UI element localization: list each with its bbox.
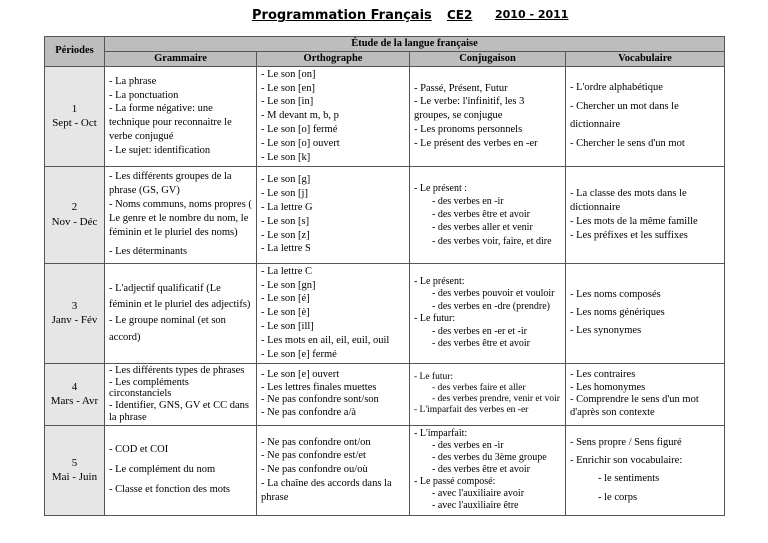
list-item: - Chercher le sens d'un mot [570,137,685,149]
list-item: - La ponctuation [109,89,179,101]
list-item: - Le son [on] [261,68,316,80]
period-number: 4 [71,380,78,393]
list-item: - Passé, Présent, Futur [414,82,508,94]
period-months: Mai - Juin [51,471,98,484]
period-cell [45,263,105,363]
list-item: - Enrichir son vocabulaire: [570,454,683,466]
list-item: - Les pronoms personnels [414,124,523,136]
list-item: - La chaîne des accords dans la phrase [261,478,392,504]
table-row [45,166,725,263]
school-year: 2010 - 2011 [495,8,569,21]
grammaire-cell [105,425,257,515]
period-cell [45,363,105,425]
period-number: 3 [71,299,78,312]
list-item: - La forme négative: une technique pour reconnaitre le verbe conjugué [109,103,232,143]
conjugaison-cell [410,166,566,263]
list-item: - Le passé composé: [414,476,496,488]
period-months: Nov - Déc [51,215,98,228]
list-item: - M devant m, b, p [261,110,339,122]
period-number: 2 [71,201,78,214]
list-item: - Ne pas confondre ou/où [261,464,368,476]
list-item: - Les mots en ail, eil, euil, ouil [261,335,390,347]
list-item: - des verbes voir, faire, et dire [432,235,552,247]
grammaire-cell [105,166,257,263]
list-item: - Le son [in] [261,96,314,108]
list-item: - La classe des mots dans le dictionnaire [570,188,687,213]
conjugaison-cell [410,425,566,515]
list-item: - des verbes faire et aller [432,383,526,394]
grammaire-cell [105,66,257,166]
list-item: - Le futur: [414,313,456,325]
period-months: Janv - Fév [51,314,98,327]
list-item: - Le son [g] [261,174,311,186]
list-item: - Le son [z] [261,229,310,241]
col-header-vocabulaire: Vocabulaire [566,51,725,66]
list-item: - des verbes en -ir [432,195,504,207]
list-item: - Le son [j] [261,188,308,200]
list-item: - Le son [e] ouvert [261,369,340,381]
col-header-grammaire: Grammaire [105,51,257,66]
list-item: - des verbes être et avoir [432,209,531,221]
vocabulaire-cell [566,66,725,166]
list-item: - Le présent : [414,182,468,194]
list-item: - des verbes être et avoir [432,464,531,476]
list-item: - Les homonymes [570,381,646,393]
grammaire-cell [105,263,257,363]
list-item: - Noms communs, noms propres ( Le genre et le nombre du nom, le féminin et le pluriel des noms) [109,198,252,238]
list-item: - Le verbe: l'infinitif, les 3 groupes, se conjugue [414,96,525,122]
list-item: - des verbes en -ir [432,440,504,452]
list-item: - Les lettres finales muettes [261,381,377,393]
list-item: - Les contraires [570,369,636,381]
grammaire-cell [105,363,257,425]
conjugaison-cell [410,363,566,425]
periods-header: Périodes [45,37,105,67]
list-item: - Le son [o] fermé [261,124,338,136]
list-item: - Comprendre le sens d'un mot d'après son contexte [570,394,699,418]
document-header [0,8,768,30]
vocabulaire-cell [566,263,725,363]
list-item: - Les différents types de phrases [109,365,245,377]
programme-table [44,36,725,516]
list-item: - Les mots de la même famille [570,215,698,227]
list-item: - Le son [en] [261,82,315,94]
list-item: - La lettre S [261,243,311,255]
list-item: - Les compléments circonstanciels [109,376,189,400]
period-months: Sept - Oct [52,117,97,130]
list-item: - L'adjectif qualificatif (Le féminin et le pluriel des adjectifs) [109,282,251,310]
list-item: - Les déterminants [109,246,188,258]
list-item: - Les différents groupes de la phrase (GS, GV) [109,171,232,197]
list-item: - Ne pas confondre sont/son [261,394,379,406]
list-item: - La phrase [109,75,157,87]
list-item: - Le sujet: identification [109,144,211,156]
list-item: - Le groupe nominal (et son accord) [109,315,226,343]
list-item: - Le son [o] ouvert [261,138,340,150]
list-item: - le sentiments [598,473,660,485]
list-item: - des verbes en -dre (prendre) [432,300,550,312]
list-item: - des verbes pouvoir et vouloir [432,288,555,300]
list-item: - Le futur: [414,372,454,383]
list-item: - L'imparfait: [414,428,468,440]
list-item: - Le son [gn] [261,279,316,291]
list-item: - Chercher un mot dans le dictionnaire [570,100,679,131]
orthographe-cell [257,425,410,515]
list-item: - Identifier, GNS, GV et CC dans la phrase [109,400,249,423]
list-item: - des verbes prendre, venir et voir [432,394,560,405]
list-item: - Classe et fonction des mots [109,484,231,496]
col-header-orthographe: Orthographe [257,51,410,66]
list-item: - Ne pas confondre ont/on [261,436,371,448]
list-item: - La lettre C [261,265,313,277]
list-item: - L'ordre alphabétique [570,82,663,94]
list-item: - Les préfixes et les suffixes [570,229,688,241]
list-item: - Le complément du nom [109,464,216,476]
period-cell [45,66,105,166]
period-months: Mars - Avr [50,395,99,408]
list-item: - Sens propre / Sens figuré [570,436,682,448]
list-item: - Le son [è] [261,307,310,319]
list-item: - Le son [k] [261,151,311,163]
table-row [45,425,725,515]
orthographe-cell [257,363,410,425]
list-item: - L'imparfait des verbes en -er [414,405,529,416]
table-row [45,263,725,363]
list-item: - des verbes aller et venir [432,222,533,234]
list-item: - Le présent: [414,275,465,287]
list-item: - des verbes être et avoir [432,338,531,350]
list-item: - Le son [s] [261,215,310,227]
conjugaison-cell [410,263,566,363]
list-item: - Le son [ill] [261,321,314,333]
vocabulaire-cell [566,363,725,425]
list-item: - le corps [598,491,638,503]
list-item: - Le présent des verbes en -er [414,138,538,150]
list-item: - Le son [e] fermé [261,348,337,360]
list-item: - La lettre G [261,201,313,213]
vocabulaire-cell [566,166,725,263]
list-item: - Ne pas confondre est/et [261,450,366,462]
period-cell [45,425,105,515]
period-number: 5 [71,456,78,469]
list-item: - Le son [é] [261,293,310,305]
class-level: CE2 [447,8,473,22]
period-number: 1 [71,102,78,115]
list-item: - des verbes en -er et -ir [432,325,527,337]
list-item: - COD et COI [109,444,169,456]
orthographe-cell [257,66,410,166]
period-cell [45,166,105,263]
vocabulaire-cell [566,425,725,515]
list-item: - des verbes du 3ème groupe [432,452,547,464]
list-item: - Les noms génériques [570,307,665,319]
orthographe-cell [257,166,410,263]
list-item: - Les noms composés [570,288,661,300]
group-header: Étude de la langue française [105,37,725,52]
orthographe-cell [257,263,410,363]
table-row [45,66,725,166]
list-item: - Ne pas confondre a/à [261,406,357,418]
col-header-conjugaison: Conjugaison [410,51,566,66]
table-row [45,363,725,425]
document-title: Programmation Français [252,8,432,23]
list-item: - avec l'auxiliaire avoir [432,488,525,500]
list-item: - Les synonymes [570,325,642,337]
conjugaison-cell [410,66,566,166]
list-item: - avec l'auxiliaire être [432,500,519,512]
